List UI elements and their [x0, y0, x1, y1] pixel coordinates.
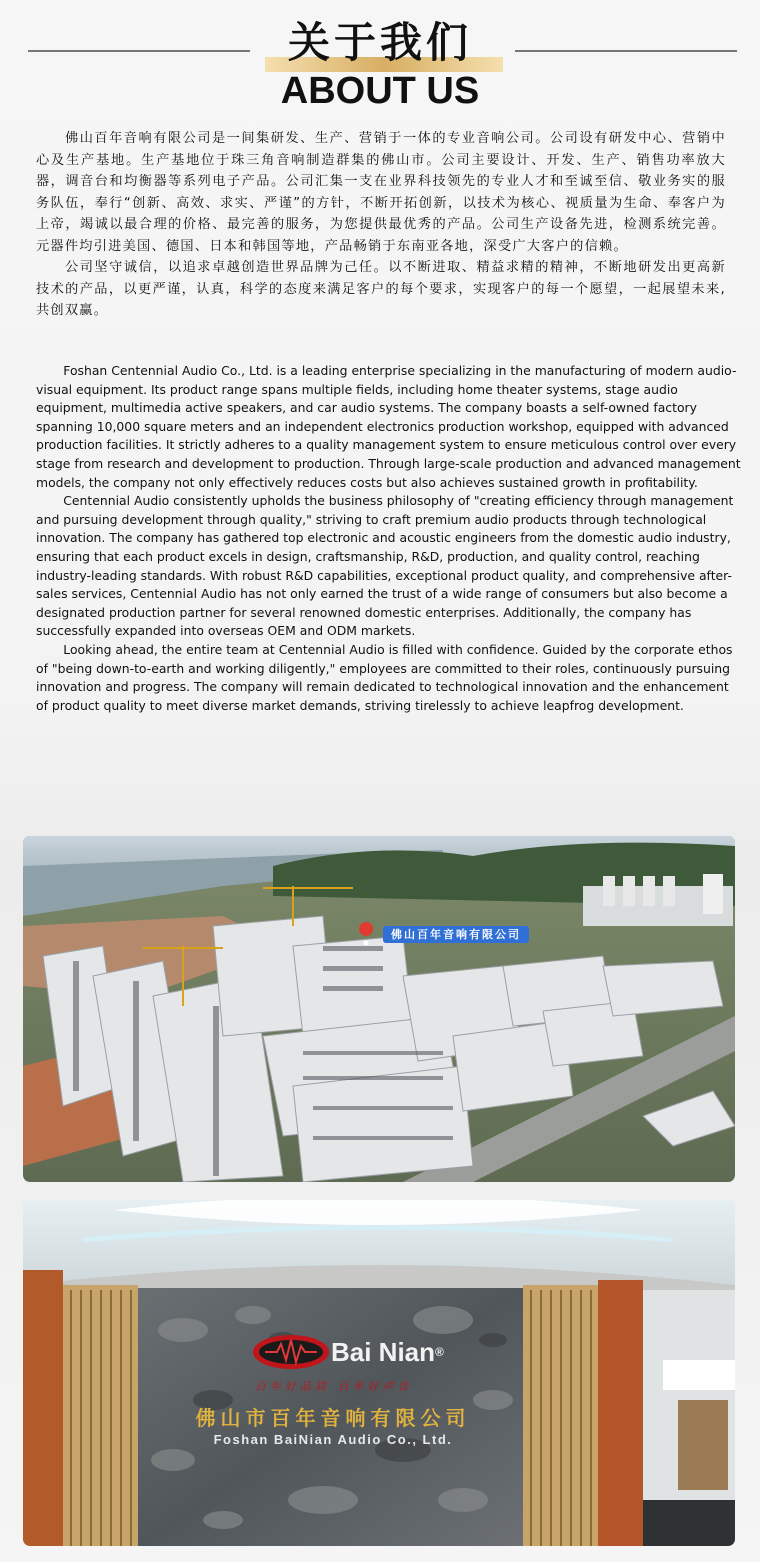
- brand-wordmark: [331, 1338, 444, 1366]
- map-label-text: 佛山百年音响有限公司: [391, 928, 521, 941]
- intro-cn-paragraph: 佛山百年音响有限公司是一间集研发、生产、营销于一体的专业音响公司。公司设有研发中心、营销中心及生产基地。生产基地位于珠三角音响制造群集的佛山市。公司主要设计、开发、生产、销售功率放大器，调音台和均衡器等系列电子产品。公司汇集一支在业界科技领先的专业人才和至诚至信、敬业务实的服务队伍，奉行“创新、高效、求实、严谨”的方针，不断开拓创新，以技术为核心、视质量为生命、奉客户为上帝，竭诚以最合理的价格、最完善的服务，为您提供最优秀的产品。公司生产设备先进，检测系统完善。元器件均引进美国、德国、日本和韩国等地，产品畅销于东南亚各地，深受广大客户的信赖。: [36, 131, 726, 254]
- intro-en-paragraph: Looking ahead, the entire team at Centennial Audio is filled with confidence. Guided by the corporate ethos of "being down-to-earth and working diligently," employees are committed to their roles, continuously pursuing innovation and progress. The company will remain dedicated to technological innovation and the enhancement of product quality to meet diverse market demands, striving tirelessly to achieve leapfrog development.: [36, 641, 733, 713]
- intro-chinese: [36, 128, 726, 322]
- company-lobby-photo: [23, 1200, 735, 1546]
- company-name-english: Foshan BaiNian Audio Co., Ltd.: [213, 1432, 453, 1447]
- title-chinese: 关于我们: [287, 18, 472, 67]
- title-english: ABOUT US: [280, 70, 480, 112]
- bainian-logo-icon: [253, 1335, 329, 1369]
- intro-english: [36, 362, 742, 715]
- factory-aerial-photo: [23, 836, 735, 1182]
- brand-slogan: 百年好品质 百年好声音: [255, 1380, 413, 1393]
- map-location-label: [383, 926, 529, 943]
- company-name-chinese: 佛山市百年音响有限公司: [195, 1406, 471, 1430]
- section-header: [0, 0, 760, 120]
- brand-name: Bai Nian: [331, 1337, 436, 1367]
- intro-en-paragraph: Centennial Audio consistently upholds the business philosophy of "creating efficiency through management and pursuing development through quality," striving to craft premium audio products through technological innovation. The company has gathered top electronic and acoustic engineers from the domestic audio industry, ensuring that each product excels in design, craftsmanship, R&D, production, and quality control, reaching industry-leading standards. With robust R&D capabilities, exceptional product quality, and comprehensive after-sales services, Centennial Audio has not only earned the trust of a wide range of consumers but also become a designated production partner for several renowned domestic enterprises. Additionally, the company has successfully expanded into overseas OEM and ODM markets.: [36, 493, 734, 639]
- intro-en-paragraph: Foshan Centennial Audio Co., Ltd. is a leading enterprise specializing in the manufacturing of modern audio-visual equipment. Its product range spans multiple fields, including home theater systems, stage audio equipment, multimedia active speakers, and car audio systems. The company boasts a self-owned factory spanning 10,000 square meters and an independent electronics production workshop, equipped with advanced production facilities. It strictly adheres to a quality management system to ensure meticulous control over every stage from research and development to production. Through large-scale production and advanced management models, the company not only effectively reduces costs but also achieves sustained growth in profitability.: [36, 363, 741, 490]
- intro-cn-paragraph: 公司坚守诚信，以追求卓越创造世界品牌为己任。以不断进取、精益求精的精神，不断地研发出更高新技术的产品，以更严谨，认真，科学的态度来满足客户的每个要求，实现客户的每一个愿望，一起展望未来,共创双赢。: [36, 260, 726, 318]
- registered-mark: ®: [435, 1345, 444, 1359]
